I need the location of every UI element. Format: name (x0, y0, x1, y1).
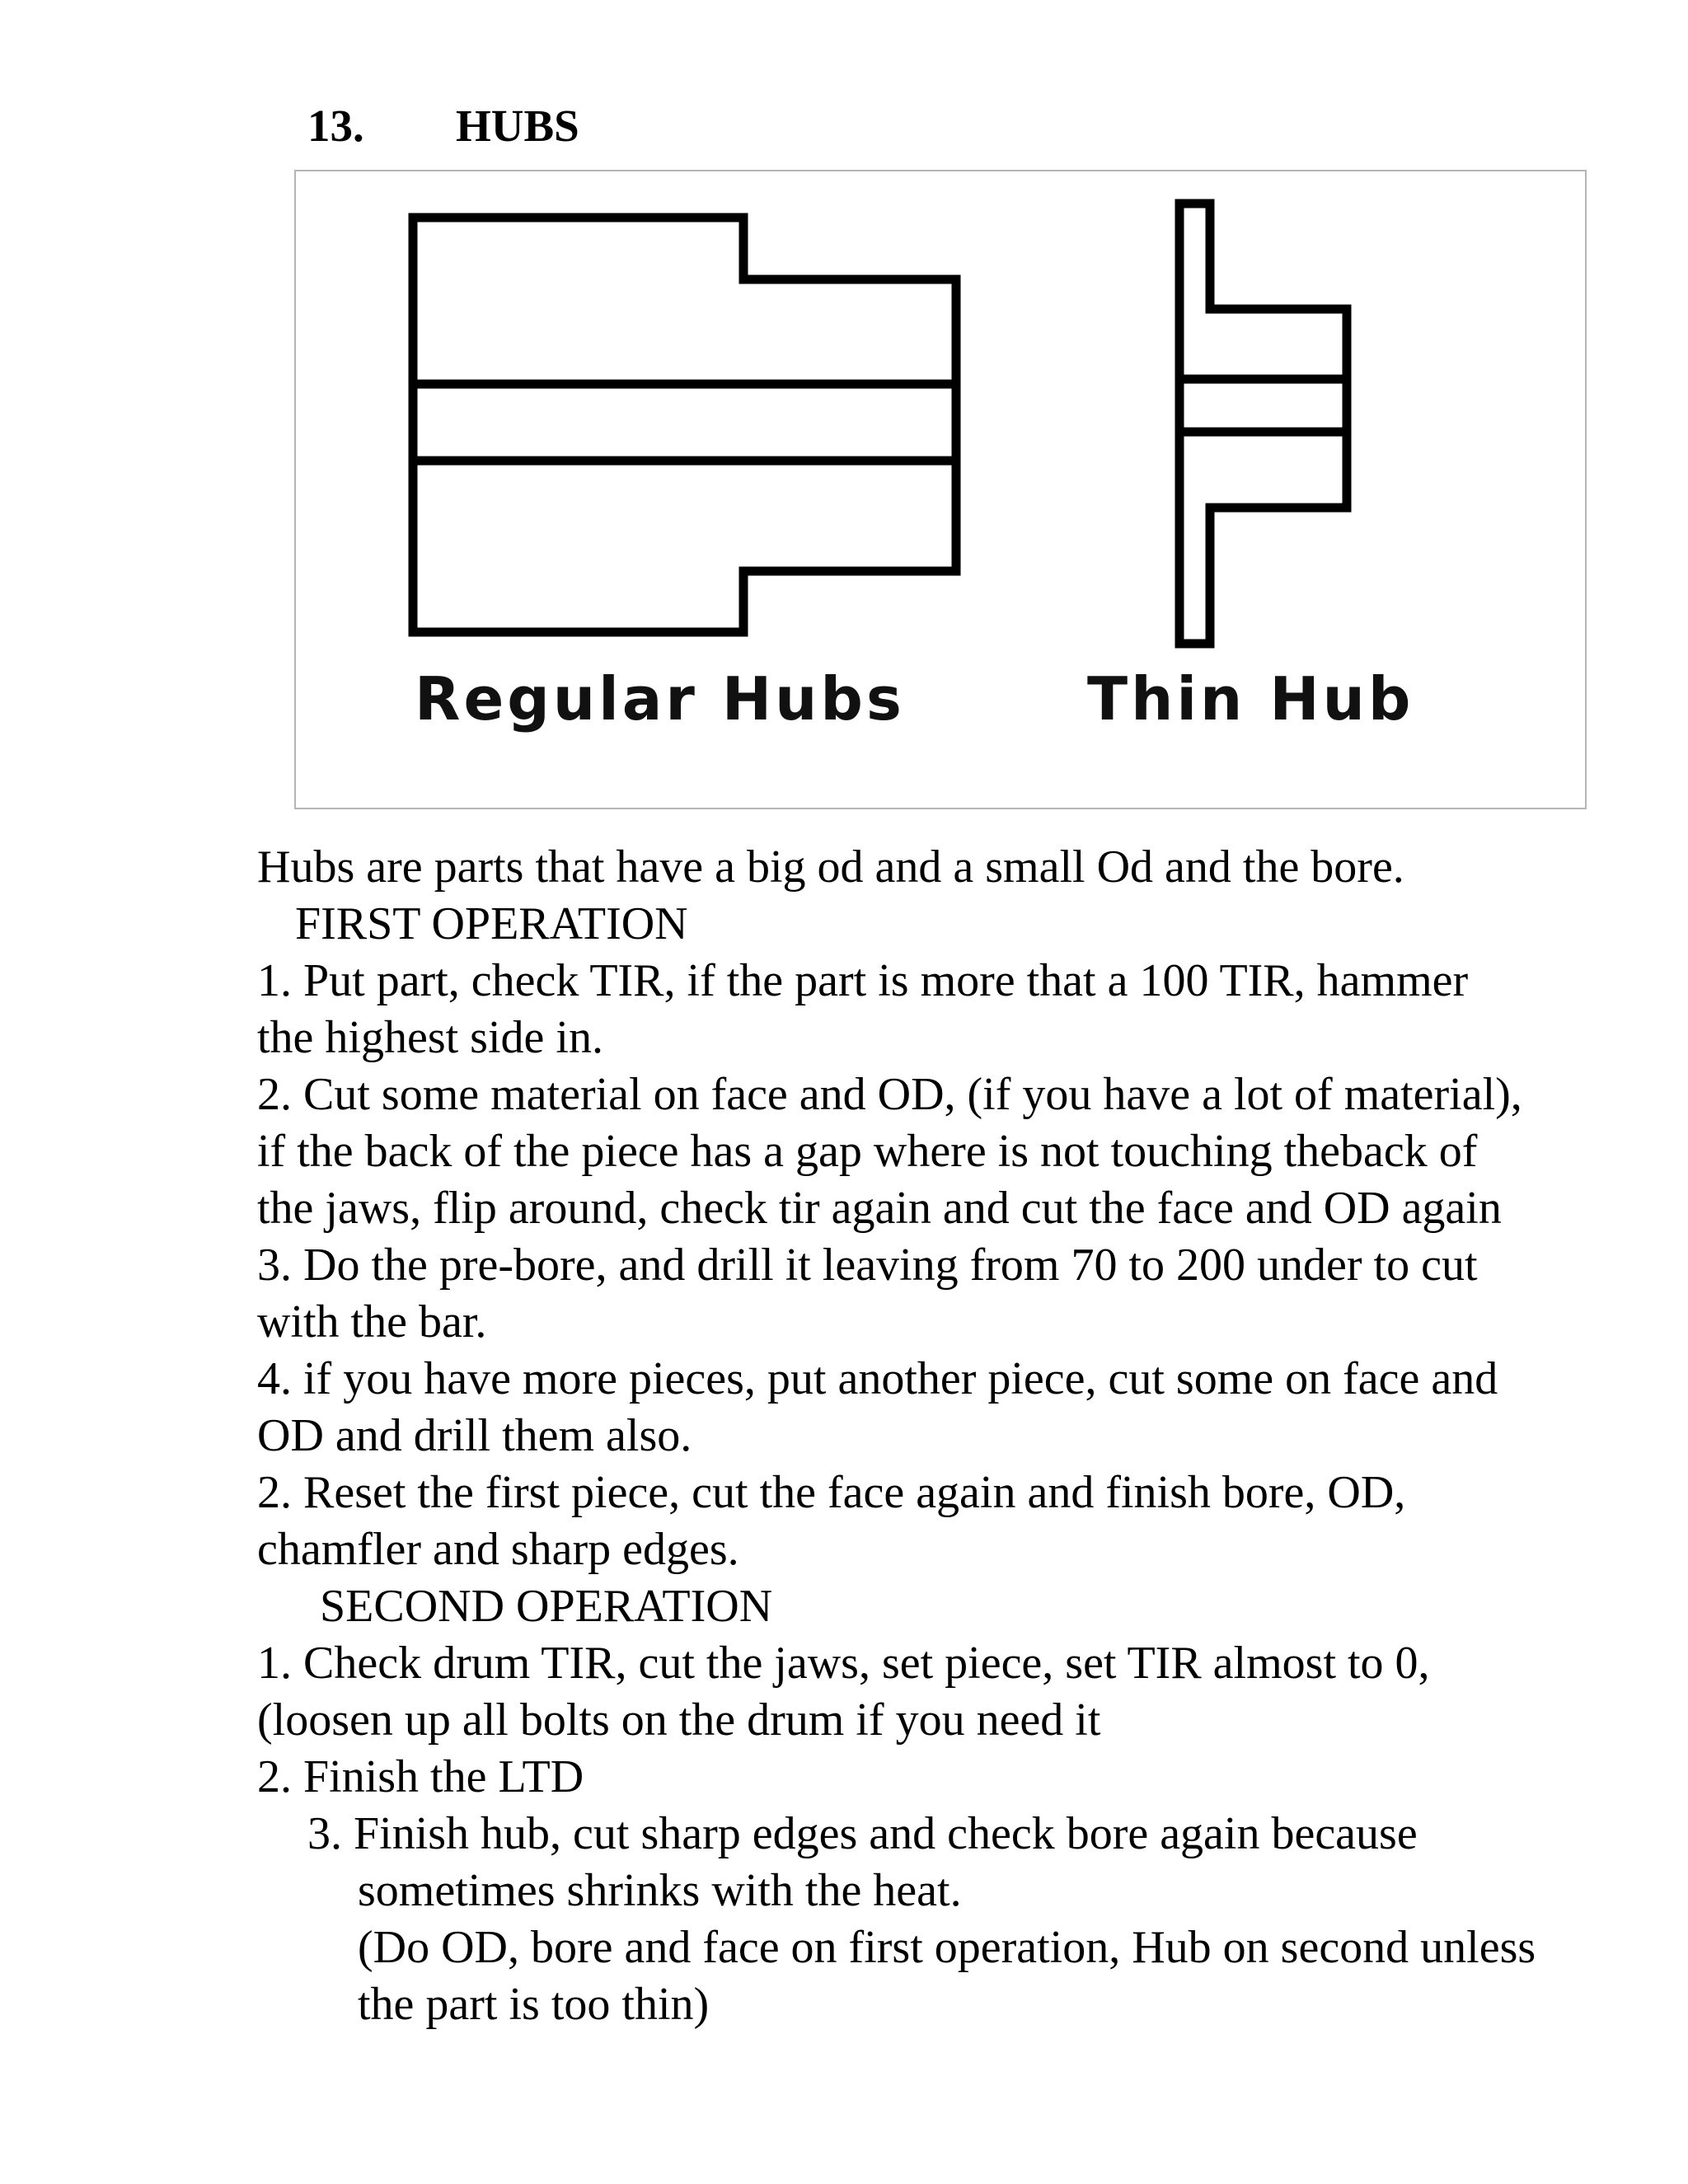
second-op-line: 1. Check drum TIR, cut the jaws, set piece, set TIR almost to 0, (257, 1638, 1430, 1689)
first-op-line: 3. Do the pre-bore, and drill it leaving from 70 to 200 under to cut (257, 1240, 1478, 1291)
section-title: HUBS (456, 101, 579, 151)
note-line: (Do OD, bore and face on first operation, Hub on second unless (358, 1922, 1536, 1973)
regular-hub-outline (413, 218, 956, 632)
hubs-figure (294, 170, 1587, 809)
first-op-line: if the back of the piece has a gap where is not touching theback of (257, 1126, 1478, 1177)
first-op-line: chamfler and sharp edges. (257, 1524, 739, 1575)
first-op-line: the highest side in. (257, 1012, 603, 1063)
first-op-line: 2. Cut some material on face and OD, (if you have a lot of material), (257, 1069, 1522, 1120)
first-op-line: with the bar. (257, 1296, 487, 1347)
regular-hubs-label: Regular Hubs (415, 664, 905, 733)
intro-paragraph: Hubs are parts that have a big od and a small Od and the bore. (257, 841, 1404, 893)
thin-hub-label: Thin Hub (1087, 664, 1414, 733)
second-op-line: (loosen up all bolts on the drum if you need it (257, 1694, 1101, 1746)
first-op-line: the jaws, flip around, check tir again and cut the face and OD again (257, 1183, 1502, 1234)
section-number: 13. (307, 101, 364, 151)
note-line: the part is too thin) (358, 1979, 710, 2030)
first-op-line: 4. if you have more pieces, put another piece, cut some on face and (257, 1353, 1498, 1404)
first-operation-heading: FIRST OPERATION (295, 898, 688, 949)
second-op-item3 (257, 1806, 1642, 1919)
second-op-line: 2. Finish the LTD (257, 1751, 584, 1802)
first-op-line: 2. Reset the first piece, cut the face again and finish bore, OD, (257, 1467, 1406, 1518)
first-op-line: 1. Put part, check TIR, if the part is more that a 100 TIR, hammer (257, 955, 1469, 1006)
second-operation-heading: SECOND OPERATION (320, 1581, 773, 1632)
item3-line: sometimes shrinks with the heat. (358, 1865, 962, 1916)
thin-hub-outline (1179, 204, 1347, 644)
instructions-text (257, 839, 1642, 2033)
first-op-line: OD and drill them also. (257, 1410, 692, 1461)
item3-line: 3. Finish hub, cut sharp edges and check bore again because (307, 1808, 1418, 1859)
